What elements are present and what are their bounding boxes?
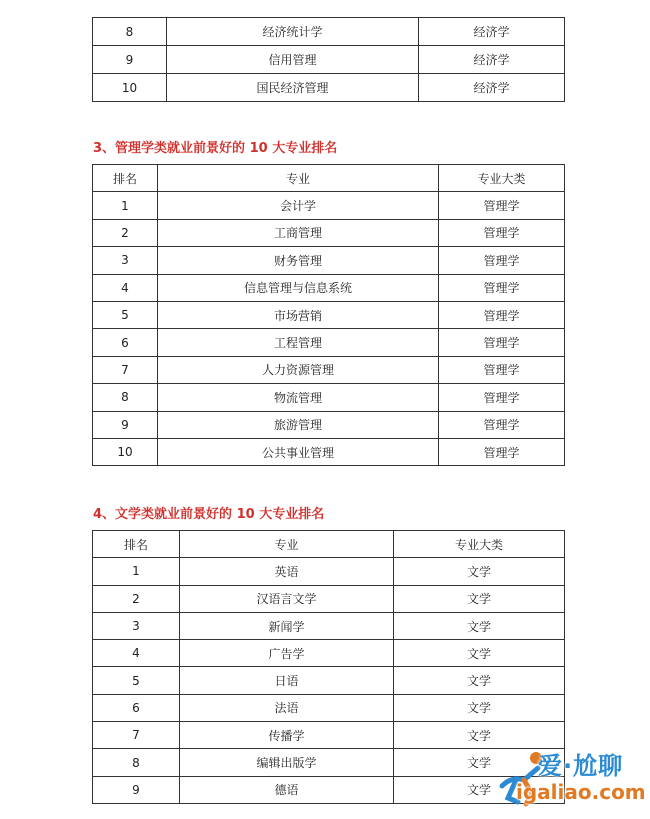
rank-cell: 10 [93, 74, 167, 102]
table-row [93, 46, 565, 74]
major-cell: 公共事业管理 [158, 438, 439, 465]
table-row [93, 301, 565, 328]
category-cell: 文学 [394, 585, 565, 612]
major-cell: 经济统计学 [167, 18, 419, 46]
table-row [93, 384, 565, 411]
category-cell: 文学 [394, 640, 565, 667]
table-row [93, 585, 565, 612]
major-cell: 工程管理 [158, 329, 439, 356]
rank-cell: 8 [93, 384, 158, 411]
rank-cell: 9 [93, 411, 158, 438]
category-header: 专业大类 [394, 531, 565, 558]
rank-cell: 9 [93, 776, 180, 803]
rank-cell: 1 [93, 192, 158, 219]
table-row [93, 667, 565, 694]
rank-cell: 5 [93, 301, 158, 328]
watermark-url: igaliao.com [516, 780, 646, 804]
major-cell: 传播学 [180, 722, 394, 749]
category-cell: 管理学 [439, 411, 565, 438]
table-row [93, 247, 565, 274]
table-row [93, 274, 565, 301]
category-cell: 经济学 [419, 18, 565, 46]
rank-cell: 7 [93, 356, 158, 383]
rank-cell: 3 [93, 612, 180, 639]
category-cell: 管理学 [439, 329, 565, 356]
major-header: 专业 [158, 165, 439, 192]
management-majors-table [92, 164, 565, 466]
category-cell: 文学 [394, 558, 565, 585]
major-cell: 新闻学 [180, 612, 394, 639]
category-cell: 经济学 [419, 74, 565, 102]
category-cell: 文学 [394, 776, 565, 803]
rank-cell: 2 [93, 585, 180, 612]
rank-cell: 1 [93, 558, 180, 585]
category-cell: 文学 [394, 667, 565, 694]
major-cell: 物流管理 [158, 384, 439, 411]
table-row [93, 438, 565, 465]
major-cell: 德语 [180, 776, 394, 803]
major-cell: 会计学 [158, 192, 439, 219]
table-row [93, 640, 565, 667]
major-header: 专业 [180, 531, 394, 558]
rank-header: 排名 [93, 531, 180, 558]
major-cell: 人力资源管理 [158, 356, 439, 383]
rank-cell: 4 [93, 640, 180, 667]
major-cell: 市场营销 [158, 301, 439, 328]
rank-cell: 2 [93, 219, 158, 246]
rank-cell: 8 [93, 18, 167, 46]
rank-cell: 5 [93, 667, 180, 694]
rank-header: 排名 [93, 165, 158, 192]
rank-cell: 8 [93, 749, 180, 776]
rank-cell: 3 [93, 247, 158, 274]
category-cell: 文学 [394, 612, 565, 639]
major-cell: 广告学 [180, 640, 394, 667]
rank-cell: 4 [93, 274, 158, 301]
watermark-site-name: 爱·尬聊 [538, 752, 624, 780]
table-row [93, 612, 565, 639]
major-cell: 编辑出版学 [180, 749, 394, 776]
site-watermark [490, 740, 650, 819]
category-cell: 文学 [394, 722, 565, 749]
major-cell: 汉语言文学 [180, 585, 394, 612]
major-cell: 信息管理与信息系统 [158, 274, 439, 301]
major-cell: 财务管理 [158, 247, 439, 274]
rank-cell: 10 [93, 438, 158, 465]
table-row [93, 356, 565, 383]
table-header-row [93, 531, 565, 558]
major-cell: 工商管理 [158, 219, 439, 246]
table-row [93, 694, 565, 721]
category-cell: 管理学 [439, 192, 565, 219]
category-cell: 文学 [394, 749, 565, 776]
economics-table-continued [92, 17, 565, 102]
major-cell: 日语 [180, 667, 394, 694]
category-cell: 管理学 [439, 219, 565, 246]
category-cell: 管理学 [439, 356, 565, 383]
category-cell: 经济学 [419, 46, 565, 74]
table-row [93, 18, 565, 46]
section-4-heading: 4、文学类就业前景好的 10 大专业排名 [93, 507, 325, 522]
category-header: 专业大类 [439, 165, 565, 192]
table-row [93, 411, 565, 438]
rank-cell: 9 [93, 46, 167, 74]
category-cell: 管理学 [439, 274, 565, 301]
category-cell: 管理学 [439, 384, 565, 411]
category-cell: 管理学 [439, 438, 565, 465]
category-cell: 文学 [394, 694, 565, 721]
rank-cell: 7 [93, 722, 180, 749]
rank-cell: 6 [93, 329, 158, 356]
category-cell: 管理学 [439, 301, 565, 328]
table-row [93, 329, 565, 356]
table-header-row [93, 165, 565, 192]
major-cell: 法语 [180, 694, 394, 721]
table-row [93, 219, 565, 246]
table-row [93, 558, 565, 585]
category-cell: 管理学 [439, 247, 565, 274]
rank-cell: 6 [93, 694, 180, 721]
table-row [93, 74, 565, 102]
major-cell: 信用管理 [167, 46, 419, 74]
section-3-heading: 3、管理学类就业前景好的 10 大专业排名 [93, 141, 338, 156]
major-cell: 旅游管理 [158, 411, 439, 438]
table-row [93, 192, 565, 219]
major-cell: 英语 [180, 558, 394, 585]
major-cell: 国民经济管理 [167, 74, 419, 102]
